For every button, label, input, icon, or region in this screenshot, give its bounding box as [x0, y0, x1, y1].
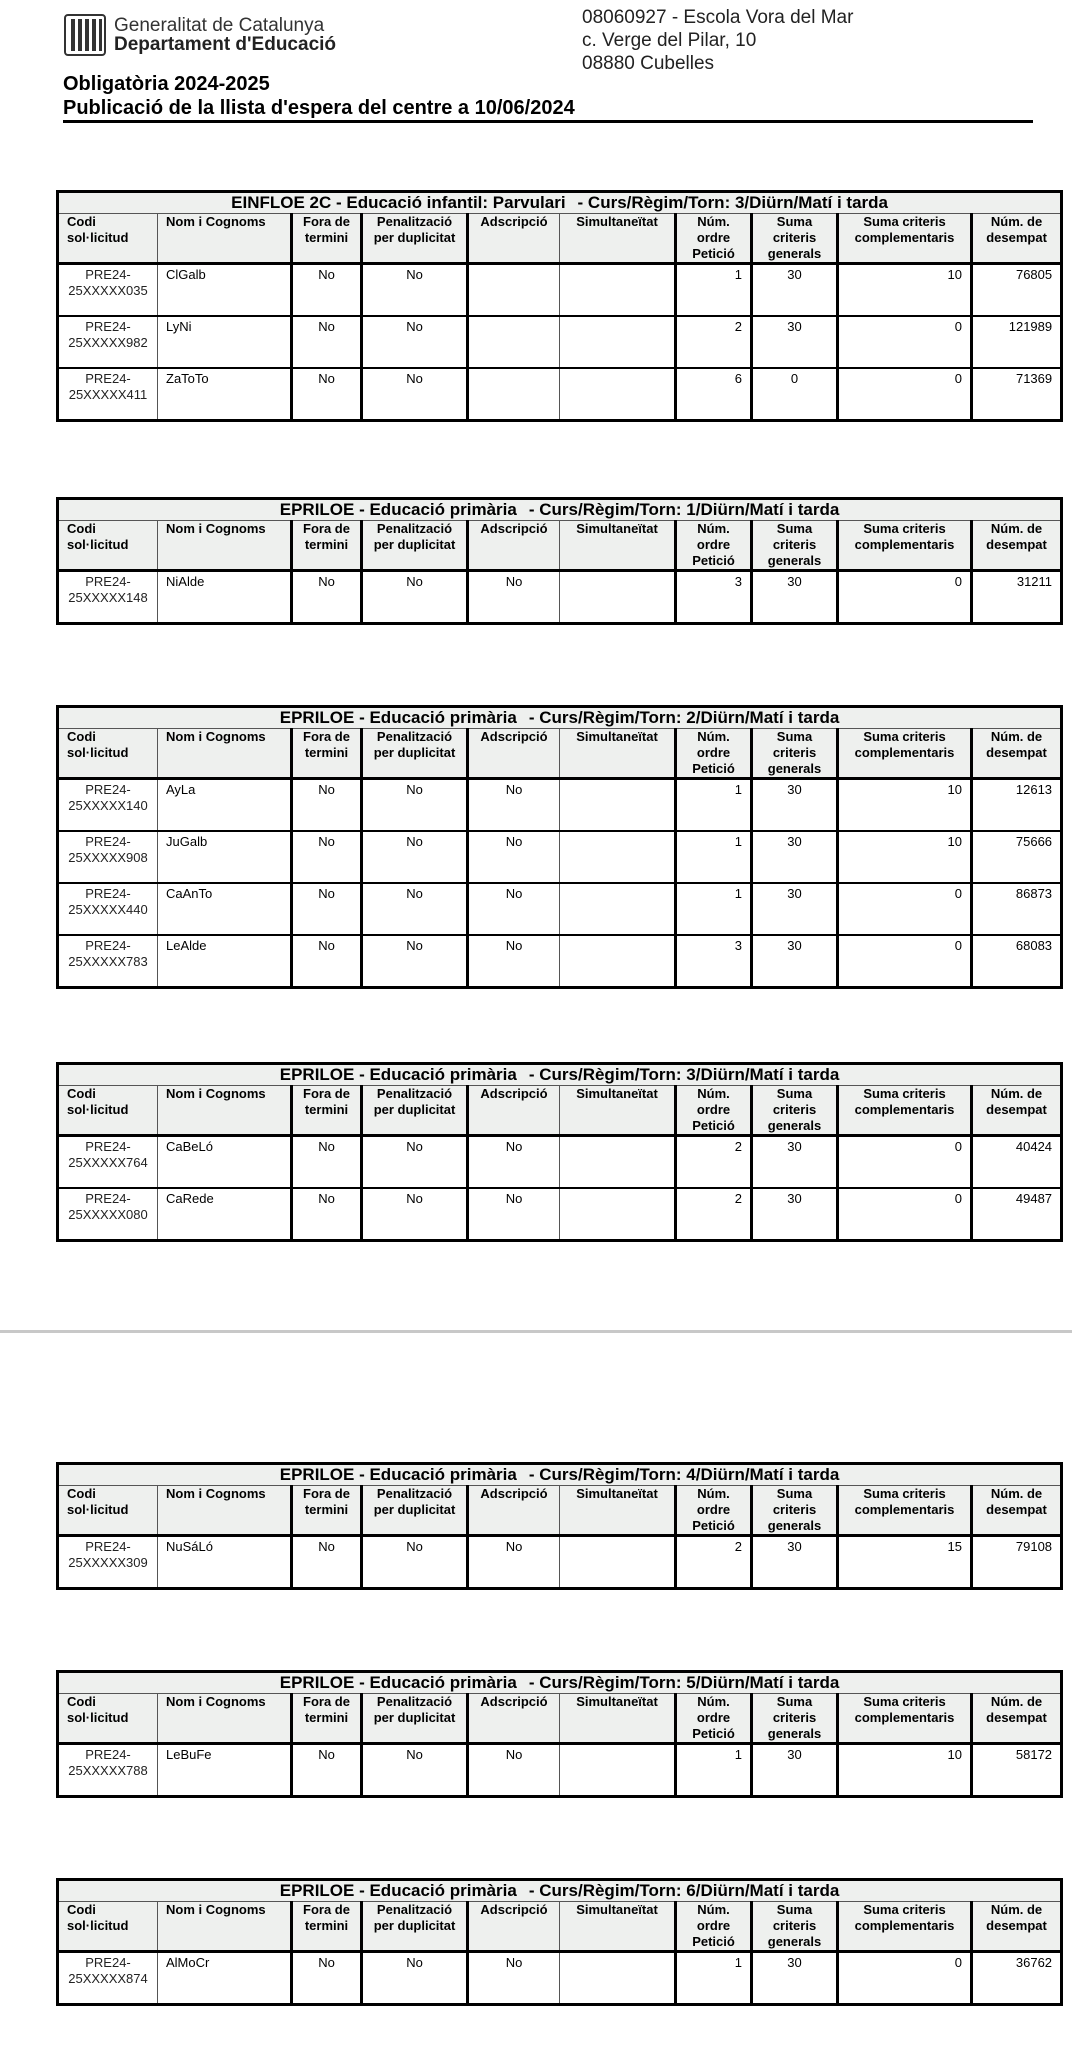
cell-fora: No	[292, 368, 362, 421]
cell-pen: No	[362, 1952, 468, 2005]
cell-fora: No	[292, 779, 362, 832]
cell-nom: ClGalb	[158, 264, 292, 317]
column-header: Suma criteris complementaris	[838, 214, 972, 264]
section-torn: - Curs/Règim/Torn: 4/Diürn/Matí i tarda	[528, 1465, 840, 1484]
column-header: Núm. de desempat	[972, 1086, 1062, 1136]
column-header: Fora de termini	[292, 1086, 362, 1136]
cell-sim	[560, 316, 676, 368]
column-header: Núm. ordre Petició	[676, 1694, 752, 1744]
document-title-publication: Publicació de la llista d'espera del centre a 10/06/2024	[63, 97, 575, 119]
cell-nom: CaAnTo	[158, 883, 292, 935]
cell-ordre: 3	[676, 935, 752, 988]
cell-nom: NiAlde	[158, 571, 292, 624]
cell-gen: 30	[752, 1136, 838, 1189]
cell-sim	[560, 1952, 676, 2005]
cell-adsc: No	[468, 571, 560, 624]
column-header: Fora de termini	[292, 1694, 362, 1744]
column-header: Nom i Cognoms	[158, 1086, 292, 1136]
column-header: Núm. ordre Petició	[676, 214, 752, 264]
cell-codi: PRE24-25XXXXX788	[58, 1744, 158, 1797]
cell-codi: PRE24-25XXXXX982	[58, 316, 158, 368]
column-header: Codi sol·licitud	[58, 729, 158, 779]
cell-adsc	[468, 368, 560, 421]
waiting-list-table	[56, 1878, 1063, 2006]
cell-sim	[560, 831, 676, 883]
cell-fora: No	[292, 1952, 362, 2005]
cell-sim	[560, 1536, 676, 1589]
section-title	[58, 1672, 1062, 1694]
cell-pen: No	[362, 1536, 468, 1589]
section-course: EPRILOE - Educació primària	[279, 1065, 517, 1084]
waiting-list-table	[56, 497, 1063, 625]
cell-adsc: No	[468, 1136, 560, 1189]
cell-fora: No	[292, 831, 362, 883]
cell-sim	[560, 935, 676, 988]
generalitat-emblem-icon	[64, 14, 106, 56]
cell-fora: No	[292, 1136, 362, 1189]
cell-comp: 10	[838, 264, 972, 317]
table-row	[58, 571, 1062, 624]
school-city: 08880 Cubelles	[582, 53, 715, 74]
waiting-list-section	[56, 705, 1060, 989]
section-title	[58, 1064, 1062, 1086]
cell-ordre: 3	[676, 571, 752, 624]
cell-sim	[560, 264, 676, 317]
cell-fora: No	[292, 316, 362, 368]
table-row	[58, 1188, 1062, 1241]
cell-codi: PRE24-25XXXXX148	[58, 571, 158, 624]
cell-ordre: 1	[676, 264, 752, 317]
cell-pen: No	[362, 316, 468, 368]
waiting-list-table	[56, 1670, 1063, 1798]
column-header: Nom i Cognoms	[158, 1902, 292, 1952]
school-code-name: 08060927 - Escola Vora del Mar	[582, 7, 854, 28]
section-torn: - Curs/Règim/Torn: 5/Diürn/Matí i tarda	[528, 1673, 840, 1692]
waiting-list-table	[56, 190, 1063, 422]
column-header: Fora de termini	[292, 1902, 362, 1952]
cell-gen: 30	[752, 1744, 838, 1797]
section-course: EPRILOE - Educació primària	[279, 708, 517, 727]
section-torn: - Curs/Règim/Torn: 1/Diürn/Matí i tarda	[528, 500, 840, 519]
column-header: Codi sol·licitud	[58, 1086, 158, 1136]
cell-pen: No	[362, 1744, 468, 1797]
table-row	[58, 883, 1062, 935]
cell-codi: PRE24-25XXXXX140	[58, 779, 158, 832]
cell-sim	[560, 883, 676, 935]
column-header: Núm. de desempat	[972, 1694, 1062, 1744]
column-header: Codi sol·licitud	[58, 1902, 158, 1952]
cell-nom: LeBuFe	[158, 1744, 292, 1797]
column-header: Adscripció	[468, 214, 560, 264]
column-header: Nom i Cognoms	[158, 214, 292, 264]
waiting-list-section	[56, 1878, 1060, 2006]
column-header: Simultaneïtat	[560, 521, 676, 571]
cell-gen: 0	[752, 368, 838, 421]
cell-pen: No	[362, 831, 468, 883]
cell-sim	[560, 571, 676, 624]
cell-pen: No	[362, 883, 468, 935]
cell-desempat: 121989	[972, 316, 1062, 368]
cell-ordre: 1	[676, 883, 752, 935]
cell-sim	[560, 1136, 676, 1189]
cell-comp: 0	[838, 368, 972, 421]
waiting-list-section	[56, 1062, 1060, 1242]
section-course: EPRILOE - Educació primària	[279, 1881, 517, 1900]
cell-gen: 30	[752, 779, 838, 832]
section-title	[58, 1880, 1062, 1902]
cell-nom: LyNi	[158, 316, 292, 368]
column-header: Fora de termini	[292, 729, 362, 779]
column-header: Suma criteris complementaris	[838, 1694, 972, 1744]
waiting-list-section	[56, 190, 1060, 422]
document-title	[63, 72, 1033, 123]
column-header: Suma criteris generals	[752, 1694, 838, 1744]
cell-adsc: No	[468, 1188, 560, 1241]
cell-desempat: 49487	[972, 1188, 1062, 1241]
cell-sim	[560, 1744, 676, 1797]
cell-nom: CaRede	[158, 1188, 292, 1241]
cell-gen: 30	[752, 1952, 838, 2005]
cell-desempat: 58172	[972, 1744, 1062, 1797]
section-course: EPRILOE - Educació primària	[279, 500, 517, 519]
column-header: Adscripció	[468, 729, 560, 779]
cell-nom: ZaToTo	[158, 368, 292, 421]
column-header: Adscripció	[468, 1486, 560, 1536]
column-header: Suma criteris complementaris	[838, 1486, 972, 1536]
cell-comp: 10	[838, 831, 972, 883]
column-header: Nom i Cognoms	[158, 1486, 292, 1536]
column-header: Adscripció	[468, 1694, 560, 1744]
cell-pen: No	[362, 571, 468, 624]
cell-pen: No	[362, 1136, 468, 1189]
column-header: Penalització per duplicitat	[362, 1486, 468, 1536]
cell-gen: 30	[752, 935, 838, 988]
column-header: Fora de termini	[292, 1486, 362, 1536]
column-header: Núm. de desempat	[972, 1902, 1062, 1952]
column-header: Simultaneïtat	[560, 1902, 676, 1952]
section-title	[58, 1464, 1062, 1486]
column-header: Núm. de desempat	[972, 521, 1062, 571]
column-header: Penalització per duplicitat	[362, 521, 468, 571]
school-street: c. Verge del Pilar, 10	[582, 30, 757, 51]
cell-nom: NuSáLó	[158, 1536, 292, 1589]
cell-fora: No	[292, 571, 362, 624]
waiting-list-section	[56, 1670, 1060, 1798]
cell-comp: 0	[838, 571, 972, 624]
column-header: Penalització per duplicitat	[362, 729, 468, 779]
cell-adsc: No	[468, 883, 560, 935]
column-header: Codi sol·licitud	[58, 521, 158, 571]
column-header: Núm. ordre Petició	[676, 1486, 752, 1536]
logo-line-1: Generalitat de Catalunya	[114, 15, 325, 36]
cell-comp: 0	[838, 316, 972, 368]
cell-ordre: 2	[676, 1536, 752, 1589]
waiting-list-table	[56, 1062, 1063, 1242]
column-header: Núm. ordre Petició	[676, 729, 752, 779]
table-row	[58, 779, 1062, 832]
column-header: Codi sol·licitud	[58, 214, 158, 264]
column-header: Fora de termini	[292, 521, 362, 571]
cell-ordre: 2	[676, 1188, 752, 1241]
column-header: Penalització per duplicitat	[362, 1086, 468, 1136]
cell-pen: No	[362, 368, 468, 421]
cell-pen: No	[362, 1188, 468, 1241]
column-header: Núm. ordre Petició	[676, 1086, 752, 1136]
cell-comp: 0	[838, 1188, 972, 1241]
column-header: Nom i Cognoms	[158, 1694, 292, 1744]
cell-pen: No	[362, 935, 468, 988]
cell-sim	[560, 779, 676, 832]
cell-pen: No	[362, 264, 468, 317]
cell-desempat: 68083	[972, 935, 1062, 988]
cell-desempat: 75666	[972, 831, 1062, 883]
cell-codi: PRE24-25XXXXX764	[58, 1136, 158, 1189]
cell-comp: 0	[838, 1952, 972, 2005]
column-header: Adscripció	[468, 521, 560, 571]
cell-gen: 30	[752, 883, 838, 935]
waiting-list-section	[56, 497, 1060, 625]
cell-adsc: No	[468, 935, 560, 988]
column-header: Adscripció	[468, 1086, 560, 1136]
table-row	[58, 831, 1062, 883]
cell-sim	[560, 368, 676, 421]
table-row	[58, 264, 1062, 317]
cell-desempat: 86873	[972, 883, 1062, 935]
cell-ordre: 2	[676, 1136, 752, 1189]
section-torn: - Curs/Règim/Torn: 6/Diürn/Matí i tarda	[528, 1881, 840, 1900]
table-row	[58, 1536, 1062, 1589]
cell-fora: No	[292, 1536, 362, 1589]
table-row	[58, 316, 1062, 368]
cell-desempat: 31211	[972, 571, 1062, 624]
cell-ordre: 1	[676, 779, 752, 832]
cell-pen: No	[362, 779, 468, 832]
cell-desempat: 40424	[972, 1136, 1062, 1189]
column-header: Penalització per duplicitat	[362, 214, 468, 264]
column-header: Suma criteris generals	[752, 521, 838, 571]
section-title	[58, 707, 1062, 729]
cell-gen: 30	[752, 571, 838, 624]
cell-ordre: 6	[676, 368, 752, 421]
column-header: Suma criteris complementaris	[838, 729, 972, 779]
cell-codi: PRE24-25XXXXX080	[58, 1188, 158, 1241]
cell-ordre: 2	[676, 316, 752, 368]
cell-nom: CaBeLó	[158, 1136, 292, 1189]
cell-comp: 0	[838, 935, 972, 988]
cell-gen: 30	[752, 1188, 838, 1241]
column-header: Codi sol·licitud	[58, 1486, 158, 1536]
column-header: Simultaneïtat	[560, 1086, 676, 1136]
cell-sim	[560, 1188, 676, 1241]
column-header: Simultaneïtat	[560, 214, 676, 264]
section-course: EINFLOE 2C - Educació infantil: Parvulari	[231, 193, 566, 212]
cell-fora: No	[292, 1188, 362, 1241]
cell-adsc: No	[468, 1952, 560, 2005]
waiting-list-section	[56, 1462, 1060, 1590]
document-title-year: Obligatòria 2024-2025	[63, 73, 270, 95]
column-header: Simultaneïtat	[560, 729, 676, 779]
cell-nom: AlMoCr	[158, 1952, 292, 2005]
cell-codi: PRE24-25XXXXX783	[58, 935, 158, 988]
cell-codi: PRE24-25XXXXX908	[58, 831, 158, 883]
column-header: Núm. de desempat	[972, 214, 1062, 264]
cell-ordre: 1	[676, 831, 752, 883]
cell-fora: No	[292, 1744, 362, 1797]
cell-gen: 30	[752, 1536, 838, 1589]
section-torn: - Curs/Règim/Torn: 2/Diürn/Matí i tarda	[528, 708, 840, 727]
cell-codi: PRE24-25XXXXX309	[58, 1536, 158, 1589]
cell-gen: 30	[752, 264, 838, 317]
cell-desempat: 71369	[972, 368, 1062, 421]
section-title	[58, 499, 1062, 521]
column-header: Suma criteris generals	[752, 1086, 838, 1136]
cell-adsc	[468, 316, 560, 368]
column-header: Suma criteris generals	[752, 214, 838, 264]
column-header: Simultaneïtat	[560, 1694, 676, 1744]
cell-adsc: No	[468, 779, 560, 832]
cell-codi: PRE24-25XXXXX874	[58, 1952, 158, 2005]
cell-comp: 15	[838, 1536, 972, 1589]
cell-desempat: 79108	[972, 1536, 1062, 1589]
generalitat-logo	[64, 14, 336, 56]
waiting-list-table	[56, 705, 1063, 989]
table-row	[58, 1744, 1062, 1797]
cell-fora: No	[292, 264, 362, 317]
column-header: Simultaneïtat	[560, 1486, 676, 1536]
cell-nom: AyLa	[158, 779, 292, 832]
section-torn: - Curs/Règim/Torn: 3/Diürn/Matí i tarda	[528, 1065, 840, 1084]
column-header: Núm. de desempat	[972, 729, 1062, 779]
column-header: Suma criteris generals	[752, 1486, 838, 1536]
page-header	[0, 0, 1072, 130]
cell-ordre: 1	[676, 1952, 752, 2005]
cell-desempat: 12613	[972, 779, 1062, 832]
waiting-list-table	[56, 1462, 1063, 1590]
column-header: Fora de termini	[292, 214, 362, 264]
column-header: Suma criteris complementaris	[838, 1902, 972, 1952]
cell-ordre: 1	[676, 1744, 752, 1797]
cell-nom: LeAlde	[158, 935, 292, 988]
column-header: Penalització per duplicitat	[362, 1694, 468, 1744]
column-header: Nom i Cognoms	[158, 521, 292, 571]
column-header: Adscripció	[468, 1902, 560, 1952]
section-course: EPRILOE - Educació primària	[279, 1465, 517, 1484]
column-header: Nom i Cognoms	[158, 729, 292, 779]
cell-adsc: No	[468, 1536, 560, 1589]
cell-adsc	[468, 264, 560, 317]
cell-gen: 30	[752, 831, 838, 883]
table-row	[58, 368, 1062, 421]
cell-comp: 0	[838, 883, 972, 935]
page-separator	[0, 1330, 1072, 1333]
cell-nom: JuGalb	[158, 831, 292, 883]
cell-comp: 0	[838, 1136, 972, 1189]
column-header: Núm. de desempat	[972, 1486, 1062, 1536]
cell-desempat: 76805	[972, 264, 1062, 317]
cell-desempat: 36762	[972, 1952, 1062, 2005]
column-header: Suma criteris generals	[752, 729, 838, 779]
column-header: Suma criteris complementaris	[838, 521, 972, 571]
school-address	[582, 6, 853, 75]
section-title	[58, 192, 1062, 214]
column-header: Núm. ordre Petició	[676, 521, 752, 571]
cell-fora: No	[292, 883, 362, 935]
cell-codi: PRE24-25XXXXX035	[58, 264, 158, 317]
cell-comp: 10	[838, 1744, 972, 1797]
cell-gen: 30	[752, 316, 838, 368]
cell-codi: PRE24-25XXXXX411	[58, 368, 158, 421]
cell-comp: 10	[838, 779, 972, 832]
cell-adsc: No	[468, 831, 560, 883]
table-row	[58, 1136, 1062, 1189]
column-header: Suma criteris generals	[752, 1902, 838, 1952]
cell-codi: PRE24-25XXXXX440	[58, 883, 158, 935]
column-header: Núm. ordre Petició	[676, 1902, 752, 1952]
section-course: EPRILOE - Educació primària	[279, 1673, 517, 1692]
cell-fora: No	[292, 935, 362, 988]
column-header: Codi sol·licitud	[58, 1694, 158, 1744]
cell-adsc: No	[468, 1744, 560, 1797]
column-header: Suma criteris complementaris	[838, 1086, 972, 1136]
section-torn: - Curs/Règim/Torn: 3/Diürn/Matí i tarda	[577, 193, 888, 212]
table-row	[58, 1952, 1062, 2005]
logo-line-2: Departament d'Educació	[114, 34, 337, 55]
table-row	[58, 935, 1062, 988]
column-header: Penalització per duplicitat	[362, 1902, 468, 1952]
